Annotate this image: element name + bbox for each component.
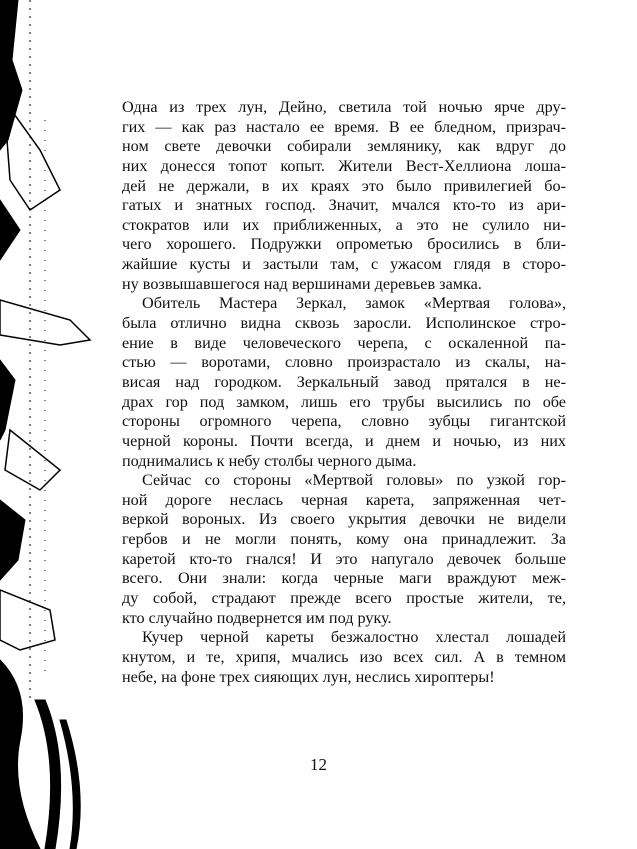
text-line: кнутом, и те, хрипя, мчались изо всех сил. А в темном — [122, 647, 566, 666]
text-line: гатых и знатных господ. Значит, мчался кто-то из ари- — [122, 196, 566, 215]
text-line: поднимались к небу столбы черного дыма. — [122, 451, 417, 470]
text-line: была отлично видна сквозь заросли. Исполинское стро- — [122, 314, 566, 333]
paragraph — [122, 98, 566, 294]
text-line: ну возвышавшегося над вершинами деревьев замка. — [122, 274, 482, 293]
text-line: жайшие кусты и застыли там, с ужасом глядя в сторо- — [122, 255, 566, 274]
text-line: ду собой, страдают прежде всего простые жители, те, — [122, 589, 566, 608]
text-line: черной короны. Почти всегда, и днем и ночью, из них — [122, 431, 566, 450]
text-line: стороны огромного черепа, словно зубцы гигантской — [122, 412, 566, 431]
text-line: ном свете девочки собирали землянику, как вдруг до — [122, 137, 566, 156]
text-line: драх гор под замком, лишь его трубы высились по обе — [122, 392, 566, 411]
text-line: небе, на фоне трех сияющих лун, неслись хироптеры! — [122, 667, 495, 686]
text-line: ение в виде человеческого черепа, с оскаленной па- — [122, 333, 566, 352]
page-number: 12 — [310, 755, 327, 774]
text-line: веркой вороных. Из своего укрытия девочки не видели — [122, 510, 566, 529]
text-line: висая над городком. Зеркальный завод прятался в не- — [122, 372, 566, 391]
text-line: гербов и не могли понять, кому она принадлежит. За — [122, 530, 566, 549]
text-line: всего. Они знали: когда черные маги враждуют меж- — [122, 569, 566, 588]
text-line: Обитель Мастера Зеркал, замок «Мертвая голова», — [142, 294, 566, 313]
paragraph — [122, 471, 566, 628]
text-line: стью — воротами, словно произрастало из скалы, на- — [122, 353, 566, 372]
text-line: дей не держали, в их краях это было привилегией бо- — [122, 176, 566, 195]
paragraph — [122, 628, 566, 687]
body-text — [122, 98, 566, 687]
text-line: ной дороге неслась черная карета, запряженная чет- — [122, 490, 566, 509]
text-line: чего хорошего. Подружки опрометью бросились в бли- — [122, 235, 566, 254]
text-line: гих — как раз настало ее время. В ее бледном, призрач- — [122, 117, 566, 136]
text-line: кто случайно подвернется им под руку. — [122, 608, 392, 627]
text-line: Кучер черной кареты безжалостно хлестал лошадей — [142, 628, 566, 647]
text-line: каретой кто-то гнался! И это напугало девочек больше — [122, 549, 566, 568]
text-line: Сейчас со стороны «Мертвой головы» по узкой гор- — [142, 471, 566, 490]
text-line: Одна из трех лун, Дейно, светила той ночью ярче дру- — [122, 98, 566, 116]
text-line: них донесся топот копыт. Жители Вест-Хеллиона лоша- — [122, 156, 566, 175]
decorative-border-ornament — [0, 0, 112, 849]
paragraph — [122, 294, 566, 471]
text-line: стократов или их приближенных, а это не сулило ни- — [122, 215, 566, 234]
